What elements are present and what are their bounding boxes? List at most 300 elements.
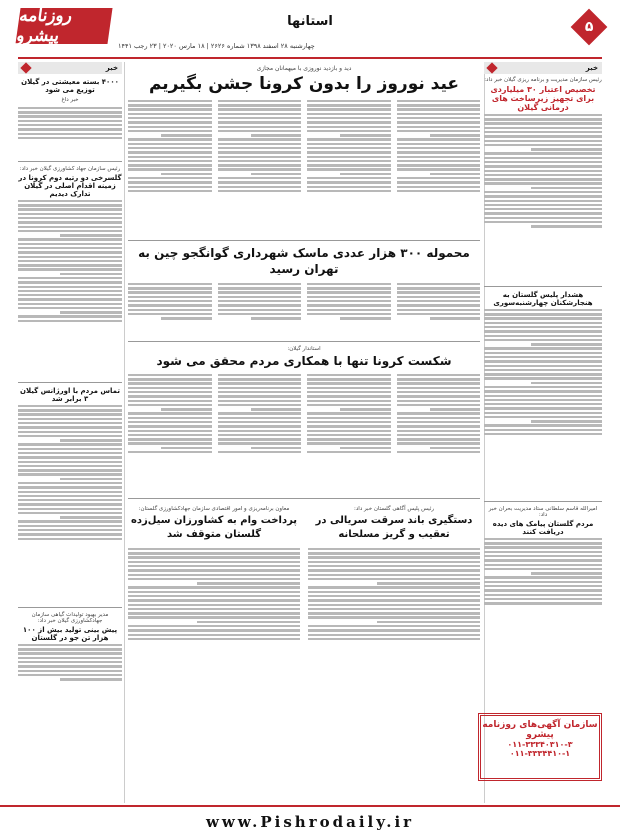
text-line bbox=[307, 186, 391, 188]
article-body bbox=[218, 372, 302, 494]
text-line bbox=[484, 144, 602, 146]
text-line bbox=[397, 417, 481, 419]
text-line bbox=[128, 586, 300, 588]
text-line bbox=[484, 335, 602, 337]
text-line bbox=[308, 565, 480, 567]
text-line bbox=[18, 238, 122, 240]
article-headline[interactable]: هشدار پلیس گلستان به هنجارشکنان چهارشنبه‌سوری bbox=[493, 291, 593, 307]
text-line bbox=[397, 164, 481, 166]
text-line bbox=[128, 595, 300, 597]
text-line bbox=[18, 465, 122, 467]
text-line bbox=[218, 404, 302, 406]
text-line bbox=[531, 572, 602, 574]
text-line bbox=[128, 638, 300, 640]
text-line bbox=[397, 113, 481, 115]
text-line bbox=[161, 317, 211, 319]
text-line bbox=[18, 525, 122, 527]
text-line bbox=[307, 287, 391, 289]
text-line bbox=[397, 451, 481, 453]
text-line bbox=[397, 391, 481, 393]
separator bbox=[484, 286, 602, 287]
text-line bbox=[18, 200, 122, 202]
text-line bbox=[484, 546, 602, 548]
text-line bbox=[484, 416, 602, 418]
text-line bbox=[128, 599, 300, 601]
text-line bbox=[60, 678, 122, 680]
text-line bbox=[18, 533, 122, 535]
text-line bbox=[18, 508, 122, 510]
page-footer bbox=[0, 805, 620, 837]
text-line bbox=[18, 486, 122, 488]
text-line bbox=[218, 378, 302, 380]
text-line bbox=[218, 151, 302, 153]
text-line bbox=[18, 661, 122, 663]
text-line bbox=[128, 164, 212, 166]
text-line bbox=[128, 395, 212, 397]
text-line bbox=[308, 599, 480, 601]
text-line bbox=[128, 569, 300, 571]
text-line bbox=[128, 616, 300, 618]
text-line bbox=[484, 373, 602, 375]
middle-column bbox=[128, 62, 480, 686]
article-headline[interactable]: تماس مردم با اورژانس گیلان ۳ برابر شد bbox=[20, 387, 120, 403]
text-line bbox=[18, 512, 122, 514]
text-line bbox=[340, 408, 390, 410]
text-line bbox=[128, 565, 300, 567]
article-headline[interactable]: پرداخت وام به کشاورزان سیل‌زده گلستان متوقف شد bbox=[130, 515, 298, 540]
text-line bbox=[18, 405, 122, 407]
text-line bbox=[307, 177, 391, 179]
text-line bbox=[218, 117, 302, 119]
text-line bbox=[397, 186, 481, 188]
text-line bbox=[128, 168, 212, 170]
article-body bbox=[128, 372, 212, 494]
text-line bbox=[340, 447, 390, 449]
article-body bbox=[484, 112, 602, 282]
text-line bbox=[308, 634, 480, 636]
text-line bbox=[484, 322, 602, 324]
text-line bbox=[218, 434, 302, 436]
text-line bbox=[307, 300, 391, 302]
text-line bbox=[307, 417, 391, 419]
text-line bbox=[218, 126, 302, 128]
text-line bbox=[397, 425, 481, 427]
text-line bbox=[397, 177, 481, 179]
separator bbox=[128, 498, 480, 499]
text-line bbox=[307, 291, 391, 293]
text-line bbox=[218, 442, 302, 444]
article-body bbox=[484, 307, 602, 497]
text-line bbox=[308, 556, 480, 558]
article-kicker: رئیس پلیس آگاهی گلستان خبر داد: bbox=[353, 506, 435, 512]
text-line bbox=[397, 400, 481, 402]
article-body bbox=[18, 198, 122, 378]
text-line bbox=[128, 604, 300, 606]
article-headline[interactable]: ۴۰۰۰ بسته معیشتی در گیلان توزیع می شود bbox=[21, 78, 119, 94]
text-line bbox=[218, 296, 302, 298]
article-kicker: دید و بازدید نوروزی با میهمانان مجازی bbox=[256, 65, 352, 72]
text-line bbox=[128, 309, 212, 311]
separator bbox=[128, 341, 480, 342]
text-line bbox=[18, 469, 122, 471]
article-body bbox=[484, 536, 602, 636]
text-line bbox=[218, 300, 302, 302]
text-line bbox=[307, 283, 391, 285]
ad-title: سازمان آگهی‌های روزنامه پیشرو bbox=[482, 720, 598, 740]
text-line bbox=[128, 300, 212, 302]
text-line bbox=[18, 281, 122, 283]
text-line bbox=[397, 313, 481, 315]
text-line bbox=[430, 173, 480, 175]
text-line bbox=[18, 303, 122, 305]
text-line bbox=[60, 439, 122, 441]
text-line bbox=[308, 591, 480, 593]
text-line bbox=[484, 195, 602, 197]
text-line bbox=[484, 178, 602, 180]
text-line bbox=[484, 542, 602, 544]
article-block bbox=[128, 503, 300, 686]
text-line bbox=[18, 298, 122, 300]
text-line bbox=[251, 134, 301, 136]
text-line bbox=[18, 243, 122, 245]
text-line bbox=[531, 187, 602, 189]
text-line bbox=[397, 156, 481, 158]
text-line bbox=[531, 225, 602, 227]
article-body bbox=[308, 546, 480, 686]
text-line bbox=[218, 104, 302, 106]
text-line bbox=[18, 120, 122, 122]
text-line bbox=[484, 317, 602, 319]
text-line bbox=[128, 190, 212, 192]
text-line bbox=[397, 382, 481, 384]
text-line bbox=[18, 503, 122, 505]
article-body bbox=[397, 281, 481, 337]
text-line bbox=[128, 378, 212, 380]
text-line bbox=[18, 520, 122, 522]
text-line bbox=[307, 387, 391, 389]
text-line bbox=[308, 612, 480, 614]
text-line bbox=[308, 616, 480, 618]
text-line bbox=[307, 147, 391, 149]
text-line bbox=[531, 382, 602, 384]
text-line bbox=[128, 181, 212, 183]
text-line bbox=[307, 412, 391, 414]
text-line bbox=[197, 621, 300, 623]
article-source: امیرالله قاسم سلطانی ستاد مدیریت بحران خبر داد: bbox=[488, 506, 598, 518]
text-line bbox=[18, 482, 122, 484]
text-line bbox=[18, 277, 122, 279]
text-line bbox=[307, 296, 391, 298]
text-line bbox=[484, 377, 602, 379]
text-line bbox=[397, 151, 481, 153]
article-body bbox=[128, 98, 212, 236]
text-line bbox=[484, 538, 602, 540]
text-line bbox=[128, 126, 212, 128]
text-line bbox=[307, 138, 391, 140]
article-source: رئیس سازمان مدیریت و برنامه ریزی گیلان خبر داد: bbox=[484, 77, 602, 83]
text-line bbox=[128, 552, 300, 554]
text-line bbox=[128, 143, 212, 145]
text-line bbox=[307, 126, 391, 128]
news-band: خبر bbox=[18, 62, 122, 74]
text-line bbox=[18, 435, 122, 437]
text-line bbox=[308, 548, 480, 550]
text-line bbox=[307, 391, 391, 393]
separator bbox=[18, 161, 122, 162]
text-line bbox=[531, 420, 602, 422]
text-line bbox=[251, 317, 301, 319]
text-line bbox=[484, 568, 602, 570]
text-line bbox=[128, 283, 212, 285]
text-line bbox=[218, 147, 302, 149]
article-source: رئیس سازمان جهاد کشاورزی گیلان خبر داد: bbox=[19, 166, 121, 172]
text-line bbox=[218, 181, 302, 183]
text-line bbox=[128, 291, 212, 293]
text-line bbox=[218, 421, 302, 423]
text-line bbox=[308, 629, 480, 631]
text-line bbox=[307, 421, 391, 423]
text-line bbox=[484, 390, 602, 392]
text-line bbox=[128, 313, 212, 315]
text-line bbox=[307, 190, 391, 192]
text-line bbox=[484, 309, 602, 311]
text-line bbox=[18, 418, 122, 420]
text-line bbox=[307, 438, 391, 440]
text-line bbox=[308, 574, 480, 576]
text-line bbox=[18, 409, 122, 411]
text-line bbox=[397, 147, 481, 149]
text-line bbox=[397, 181, 481, 183]
text-line bbox=[18, 128, 122, 130]
text-line bbox=[18, 204, 122, 206]
advertising-box[interactable] bbox=[478, 713, 602, 781]
article-headline[interactable]: مردم گلستان پیامک های دیده دریافت کنند bbox=[492, 520, 594, 536]
text-line bbox=[128, 548, 300, 550]
text-line bbox=[218, 430, 302, 432]
text-line bbox=[128, 121, 212, 123]
text-line bbox=[128, 147, 212, 149]
text-line bbox=[128, 160, 212, 162]
text-line bbox=[18, 264, 122, 266]
text-line bbox=[218, 374, 302, 376]
text-line bbox=[484, 433, 602, 435]
article-headline[interactable]: دستگیری باند سرقت سریالی در تعقیب و گریز مسلحانه bbox=[315, 515, 473, 540]
column-divider bbox=[124, 62, 125, 803]
section-title: استانها bbox=[287, 14, 333, 29]
text-line bbox=[251, 447, 301, 449]
text-line bbox=[60, 516, 122, 518]
text-line bbox=[397, 283, 481, 285]
text-line bbox=[484, 339, 602, 341]
text-line bbox=[128, 629, 300, 631]
text-line bbox=[397, 287, 481, 289]
text-line bbox=[397, 378, 481, 380]
article-source: خبر داغ bbox=[61, 97, 79, 103]
text-line bbox=[397, 387, 481, 389]
text-line bbox=[60, 273, 122, 275]
text-line bbox=[18, 644, 122, 646]
text-line bbox=[307, 151, 391, 153]
text-line bbox=[128, 421, 212, 423]
diamond-icon bbox=[486, 62, 497, 73]
text-line bbox=[128, 591, 300, 593]
text-line bbox=[218, 143, 302, 145]
text-line bbox=[484, 399, 602, 401]
text-line bbox=[484, 182, 602, 184]
text-line bbox=[484, 326, 602, 328]
text-line bbox=[128, 104, 212, 106]
text-line bbox=[218, 451, 302, 453]
text-line bbox=[128, 578, 300, 580]
text-line bbox=[397, 296, 481, 298]
text-line bbox=[307, 100, 391, 102]
text-line bbox=[161, 134, 211, 136]
text-line bbox=[18, 448, 122, 450]
text-line bbox=[218, 291, 302, 293]
text-line bbox=[484, 114, 602, 116]
text-line bbox=[128, 296, 212, 298]
text-line bbox=[484, 161, 602, 163]
text-line bbox=[128, 556, 300, 558]
text-line bbox=[307, 130, 391, 132]
text-line bbox=[430, 134, 480, 136]
text-line bbox=[218, 121, 302, 123]
text-line bbox=[307, 104, 391, 106]
diamond-icon bbox=[20, 62, 31, 73]
text-line bbox=[484, 585, 602, 587]
text-line bbox=[18, 652, 122, 654]
article-headline[interactable]: شکست کرونا تنها با همکاری مردم محقق می شود bbox=[156, 354, 452, 368]
text-line bbox=[484, 360, 602, 362]
text-line bbox=[128, 417, 212, 419]
article-body bbox=[307, 98, 391, 236]
text-line bbox=[128, 100, 212, 102]
text-line bbox=[484, 386, 602, 388]
text-line bbox=[307, 117, 391, 119]
text-line bbox=[218, 113, 302, 115]
text-line bbox=[128, 117, 212, 119]
text-line bbox=[307, 113, 391, 115]
text-line bbox=[18, 413, 122, 415]
text-line bbox=[218, 164, 302, 166]
text-line bbox=[18, 491, 122, 493]
text-line bbox=[218, 309, 302, 311]
text-line bbox=[60, 478, 122, 480]
separator bbox=[18, 382, 122, 383]
text-line bbox=[308, 561, 480, 563]
text-line bbox=[397, 143, 481, 145]
text-line bbox=[484, 412, 602, 414]
text-line bbox=[218, 438, 302, 440]
text-line bbox=[484, 221, 602, 223]
text-line bbox=[128, 130, 212, 132]
separator bbox=[484, 501, 602, 502]
text-line bbox=[377, 621, 480, 623]
website-link[interactable]: www.Pishrodaily.ir bbox=[205, 813, 415, 831]
article-headline[interactable]: تخصیص اعتبار ۳۰ میلیاردی برای تجهیز زیرساخت های درمانی گیلان bbox=[490, 85, 596, 112]
text-line bbox=[307, 404, 391, 406]
text-line bbox=[484, 204, 602, 206]
text-line bbox=[18, 221, 122, 223]
text-line bbox=[484, 352, 602, 354]
text-line bbox=[128, 304, 212, 306]
text-line bbox=[18, 286, 122, 288]
article-headline[interactable]: گلسرخی دو رتبه دوم کرونا در زمینه اقدام اصلی در گیلان تدارک دیدیم bbox=[18, 174, 122, 198]
text-line bbox=[18, 107, 122, 109]
text-line bbox=[397, 442, 481, 444]
text-line bbox=[128, 387, 212, 389]
text-line bbox=[218, 417, 302, 419]
text-line bbox=[128, 625, 300, 627]
text-line bbox=[18, 230, 122, 232]
text-line bbox=[484, 347, 602, 349]
text-line bbox=[397, 291, 481, 293]
text-line bbox=[397, 104, 481, 106]
text-line bbox=[484, 564, 602, 566]
text-line bbox=[18, 247, 122, 249]
text-line bbox=[18, 461, 122, 463]
text-line bbox=[397, 438, 481, 440]
newspaper-logo[interactable]: روزنامه پیشرو bbox=[15, 8, 112, 44]
ad-phone: ۰۱۱-۳۳۳۴۰۳۱۰-۳ bbox=[507, 740, 573, 749]
text-line bbox=[128, 382, 212, 384]
text-line bbox=[128, 634, 300, 636]
text-line bbox=[18, 115, 122, 117]
text-line bbox=[218, 130, 302, 132]
text-line bbox=[218, 100, 302, 102]
article-headline[interactable]: محموله ۳۰۰ هزار عددی ماسک شهرداری گوانگجو چین به تهران رسید bbox=[138, 246, 470, 276]
text-line bbox=[128, 442, 212, 444]
text-line bbox=[484, 555, 602, 557]
text-line bbox=[307, 400, 391, 402]
text-line bbox=[307, 442, 391, 444]
article-headline[interactable]: پیش بینی تولید بیش از ۱۰۰ هزار تن جو در گلستان bbox=[22, 626, 118, 642]
main-headline[interactable]: عید نوروز را بدون کرونا جشن بگیریم bbox=[148, 74, 460, 94]
text-line bbox=[484, 140, 602, 142]
text-line bbox=[307, 430, 391, 432]
text-line bbox=[397, 434, 481, 436]
text-line bbox=[60, 311, 122, 313]
article-body bbox=[128, 546, 300, 686]
text-line bbox=[484, 212, 602, 214]
text-line bbox=[307, 108, 391, 110]
text-line bbox=[128, 156, 212, 158]
text-line bbox=[484, 407, 602, 409]
text-line bbox=[397, 108, 481, 110]
issue-date: چهارشنبه ۲۸ اسفند ۱۳۹۸ شماره ۲۶۲۶ | ۱۸ مارس ۲۰۲۰ | ۲۳ رجب ۱۴۴۱ bbox=[118, 42, 315, 50]
text-line bbox=[218, 382, 302, 384]
text-line bbox=[218, 391, 302, 393]
text-line bbox=[484, 157, 602, 159]
text-line bbox=[308, 604, 480, 606]
left-column bbox=[18, 62, 122, 702]
text-line bbox=[484, 217, 602, 219]
text-line bbox=[128, 151, 212, 153]
text-line bbox=[18, 290, 122, 292]
text-line bbox=[340, 317, 390, 319]
article-body bbox=[307, 372, 391, 494]
text-line bbox=[18, 256, 122, 258]
text-line bbox=[484, 174, 602, 176]
article-body bbox=[18, 403, 122, 603]
text-line bbox=[18, 137, 122, 139]
text-line bbox=[397, 190, 481, 192]
text-line bbox=[128, 177, 212, 179]
text-line bbox=[484, 365, 602, 367]
text-line bbox=[128, 434, 212, 436]
text-line bbox=[531, 148, 602, 150]
text-line bbox=[308, 638, 480, 640]
